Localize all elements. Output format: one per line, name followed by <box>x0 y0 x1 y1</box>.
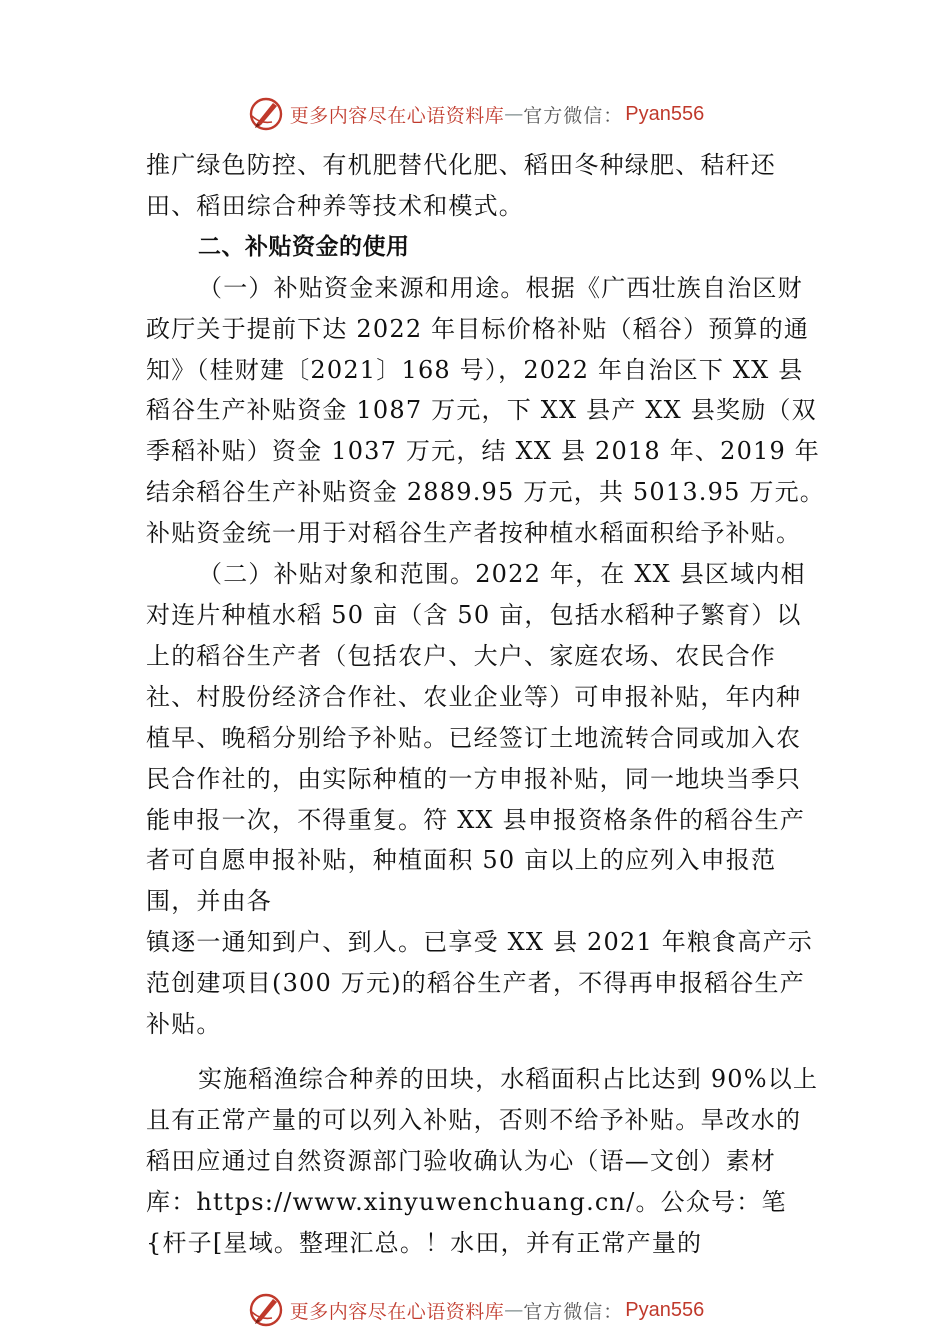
banner-main-text: 更多内容尽在心语资料库 <box>289 1300 505 1323</box>
paragraph-subsidy-scope: （二）补贴对象和范围。2022 年，在 XX 县区域内相对连片种植水稻 50 亩（含 50 亩，包括水稻种子繁育）以上的稻谷生产者（包括农户、大户、家庭农场、农民合作社、村股份经济合作社、农业企业等）可申报补贴，年内种植早、晚稻分别给予补贴。已经签订土地流转合同或加入农民合作社的，由实际种植的一方申报补贴，同一地块当季只能申报一次，不得重复。符 XX 县申报资格条件的稻谷生产者可自愿申报补贴，种植面积 50 亩以上的应列入申报范围，并由各 <box>146 560 806 916</box>
banner-wechat-id: Pyan556 <box>625 102 705 125</box>
pen-logo-icon <box>246 94 286 134</box>
banner-wechat-label: 官方微信： <box>523 1300 624 1323</box>
document-body <box>146 145 826 1263</box>
footer-banner <box>0 1288 950 1332</box>
banner-wechat-id: Pyan556 <box>625 1298 705 1321</box>
paragraph-continued: 推广绿色防控、有机肥替代化肥、稻田冬种绿肥、秸秆还田、稻田综合种养等技术和模式。 <box>146 151 776 220</box>
paragraph-subsidy-scope-cont: 镇逐一通知到户、到人。已享受 XX 县 2021 年粮食高产示范创建项目(300 万元)的稻谷生产者，不得再申报稻谷生产补贴。 <box>146 928 813 1039</box>
banner-wechat-label: 官方微信： <box>523 104 624 127</box>
paragraph-rice-fish: 实施稻渔综合种养的田块，水稻面积占比达到 90%以上且有正常产量的可以列入补贴，否则不给予补贴。旱改水的稻田应通过自然资源部门验收确认为心（语—文创）素材库：https://www.xinyuwenchuang.cn/。公众号：笔{杆子[星域。整理汇总。！水田，并有正常产量的 <box>146 1064 819 1257</box>
banner-separator: — <box>504 1299 524 1321</box>
pen-logo-icon <box>246 1290 286 1330</box>
banner-main-text: 更多内容尽在心语资料库 <box>289 104 505 127</box>
section-heading: 二、补贴资金的使用 <box>198 233 410 260</box>
paragraph-funding-source: （一）补贴资金来源和用途。根据《广西壮族自治区财政厅关于提前下达 2022 年目标价格补贴（稻谷）预算的通知》（桂财建〔2021〕168 号），2022 年自治区下 XX 县稻谷生产补贴资金 1087 万元，下 XX 县产 XX 县奖励（双季稻补贴）资金 1037 万元，结 XX 县 2018 年、2019 年结余稻谷生产补贴资金 2889.95 万元，共 5013.95 万元。补贴资金统一用于对稻谷生产者按种植水稻面积给予补贴。 <box>146 273 826 548</box>
header-banner <box>0 92 950 136</box>
banner-separator: — <box>504 103 524 125</box>
